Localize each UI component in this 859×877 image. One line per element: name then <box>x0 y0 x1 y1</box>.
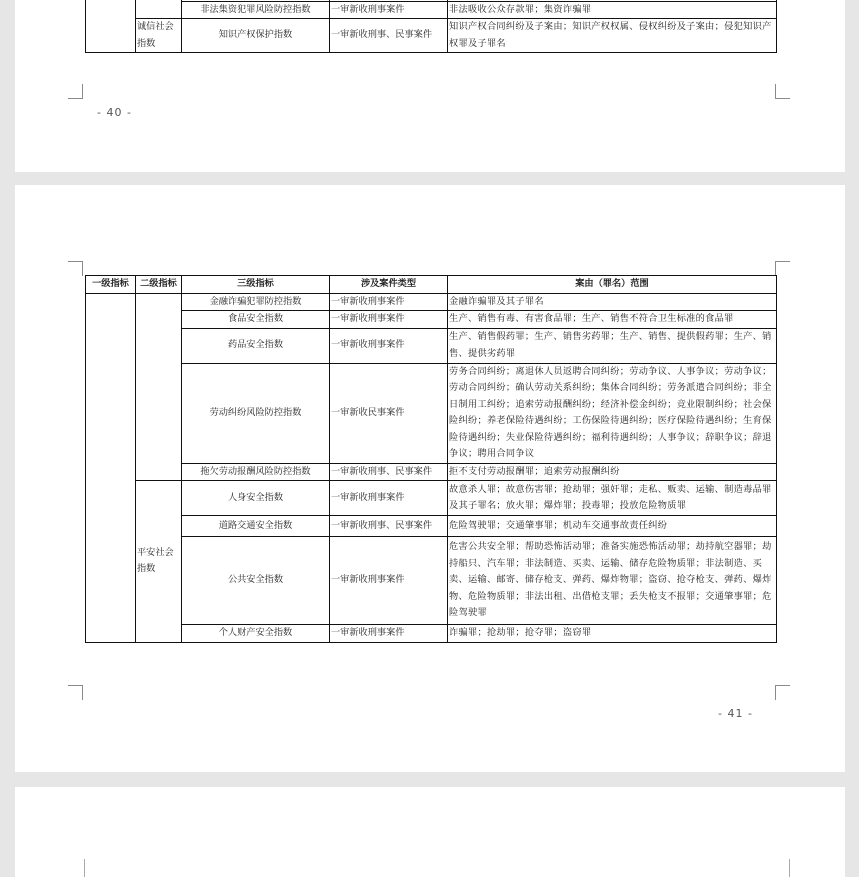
table-row <box>86 311 777 329</box>
level3-cell: 金融诈骗犯罪防控指数 <box>182 293 330 311</box>
reason-cell: 知识产权合同纠纷及子案由；知识产权权属、侵权纠纷及子案由；侵犯知识产权罪及子罪名 <box>448 19 777 53</box>
level2-cell <box>136 0 182 19</box>
case-type-cell: 一审新收刑事、民事案件 <box>330 19 448 53</box>
reason-cell: 拒不支付劳动报酬罪；追索劳动报酬纠纷 <box>448 463 777 481</box>
page-41 <box>15 185 845 772</box>
case-type-cell: 一审新收刑事案件 <box>330 537 448 625</box>
case-type-cell: 一审新收刑事案件 <box>330 311 448 329</box>
case-type-cell: 一审新收刑事案件 <box>330 625 448 643</box>
reason-cell: 危害公共安全罪；帮助恐怖活动罪；准备实施恐怖活动罪；劫持航空器罪；劫持船只、汽车罪；非法制造、买卖、运输、储存危险物质罪；非法制造、买卖、运输、邮寄、储存枪支、弹药、爆炸物罪；盗窃、抢夺枪支、弹药、爆炸物、危险物质罪；非法出租、出借枪支罪；丢失枪支不报罪；交通肇事罪；危险驾驶罪 <box>448 537 777 625</box>
reason-cell: 非法吸收公众存款罪；集资诈骗罪 <box>448 1 777 19</box>
case-type-cell: 一审新收刑事案件 <box>330 293 448 311</box>
index-table <box>85 275 777 643</box>
level3-cell: 药品安全指数 <box>182 328 330 363</box>
header-level3: 三级指标 <box>182 276 330 294</box>
table-row <box>86 293 777 311</box>
level1-cell <box>86 293 136 642</box>
reason-cell: 劳务合同纠纷；离退休人员返聘合同纠纷；劳动争议、人事争议；劳动争议；劳动合同纠纷；确认劳动关系纠纷；集体合同纠纷；劳务派遣合同纠纷；非全日制用工纠纷；追索劳动报酬纠纷；经济补偿金纠纷；竞业限制纠纷；社会保险纠纷；养老保险待遇纠纷；工伤保险待遇纠纷；医疗保险待遇纠纷；生育保险待遇纠纷；失业保险待遇纠纷；福利待遇纠纷；人事争议；辞职争议；辞退争议；聘用合同争议 <box>448 363 777 463</box>
case-type-cell: 一审新收刑事、民事案件 <box>330 516 448 537</box>
table-row <box>86 328 777 363</box>
table-row <box>86 463 777 481</box>
case-type-cell: 一审新收民事案件 <box>330 363 448 463</box>
case-type-cell: 一审新收刑事、民事案件 <box>330 463 448 481</box>
case-type-cell: 一审新收刑事案件 <box>330 1 448 19</box>
reason-cell: 危险驾驶罪；交通肇事罪；机动车交通事故责任纠纷 <box>448 516 777 537</box>
table-row <box>86 481 777 516</box>
header-level2: 二级指标 <box>136 276 182 294</box>
level3-cell: 公共安全指数 <box>182 537 330 625</box>
crop-mark <box>68 685 83 700</box>
level3-cell: 拖欠劳动报酬风险防控指数 <box>182 463 330 481</box>
header-reason: 案由（罪名）范围 <box>448 276 777 294</box>
table-row <box>86 537 777 625</box>
level2-cell: 平安社会指数 <box>136 481 182 643</box>
case-type-cell: 一审新收刑事案件 <box>330 481 448 516</box>
crop-mark <box>68 261 83 276</box>
table-header-row <box>86 276 777 294</box>
crop-mark <box>775 261 790 276</box>
reason-cell: 生产、销售假药罪；生产、销售劣药罪；生产、销售、提供假药罪；生产、销售、提供劣药罪 <box>448 328 777 363</box>
crop-mark <box>789 859 790 877</box>
level3-cell: 非法集资犯罪风险防控指数 <box>182 1 330 19</box>
level2-cell: 诚信社会指数 <box>136 19 182 53</box>
page-42 <box>15 787 845 877</box>
reason-cell: 金融诈骗罪及其子罪名 <box>448 293 777 311</box>
table-row <box>86 363 777 463</box>
level3-cell: 个人财产安全指数 <box>182 625 330 643</box>
level1-cell <box>86 0 136 53</box>
level3-cell: 劳动纠纷风险防控指数 <box>182 363 330 463</box>
header-level1: 一级指标 <box>86 276 136 294</box>
reason-cell: 生产、销售有毒、有害食品罪；生产、销售不符合卫生标准的食品罪 <box>448 311 777 329</box>
header-case-type: 涉及案件类型 <box>330 276 448 294</box>
crop-mark <box>775 685 790 700</box>
table-row <box>86 19 777 53</box>
reason-cell: 故意杀人罪；故意伤害罪；抢劫罪；强奸罪；走私、贩卖、运输、制造毒品罪及其子罪名；放火罪；爆炸罪；投毒罪；投放危险物质罪 <box>448 481 777 516</box>
page-40 <box>15 0 845 172</box>
table-row <box>86 1 777 19</box>
level3-cell: 知识产权保护指数 <box>182 19 330 53</box>
level3-cell: 人身安全指数 <box>182 481 330 516</box>
table-row <box>86 625 777 643</box>
level2-cell <box>136 293 182 481</box>
crop-mark <box>775 84 790 99</box>
crop-mark <box>68 84 83 99</box>
level3-cell: 食品安全指数 <box>182 311 330 329</box>
page-number: - 40 - <box>97 106 132 119</box>
reason-cell: 诈骗罪；抢劫罪；抢夺罪；盗窃罪 <box>448 625 777 643</box>
page-number: - 41 - <box>718 707 753 720</box>
crop-mark <box>84 859 85 877</box>
table-row <box>86 516 777 537</box>
case-type-cell: 一审新收刑事案件 <box>330 328 448 363</box>
level3-cell: 道路交通安全指数 <box>182 516 330 537</box>
index-table-continued <box>85 0 777 53</box>
